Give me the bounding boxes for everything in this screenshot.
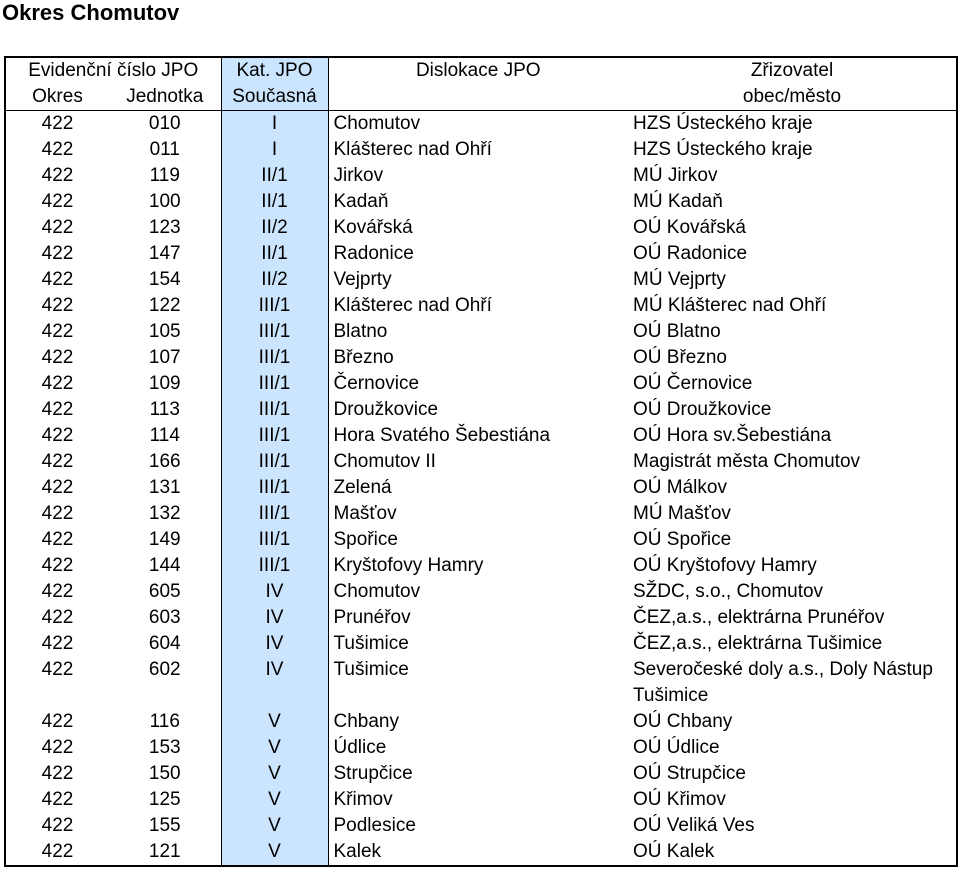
cell-kategorie: IV (221, 579, 328, 605)
header-row-1 (5, 57, 957, 84)
cell-kategorie: III/1 (221, 501, 328, 527)
table-row (5, 813, 957, 839)
cell-kategorie: IV (221, 631, 328, 657)
cell-jednotka: 153 (148, 737, 181, 758)
header-dislokace: Dislokace JPO (415, 60, 541, 81)
cell-okres: 422 (41, 815, 74, 836)
cell-dislokace: Tušimice (333, 659, 409, 680)
cell-okres: 422 (41, 737, 74, 758)
cell-dislokace: Mašťov (333, 503, 397, 524)
cell-dislokace: Kalek (333, 841, 382, 862)
cell-kategorie: III/1 (221, 553, 328, 579)
cell-jednotka: 109 (148, 373, 181, 394)
cell-okres: 422 (41, 711, 74, 732)
cell-okres: 422 (41, 581, 74, 602)
cell-dislokace: Kadaň (333, 191, 389, 212)
jpo-table (4, 56, 958, 867)
cell-jednotka: 100 (148, 191, 181, 212)
cell-zrizovatel: OÚ Černovice (633, 373, 753, 394)
cell-dislokace: Chomutov (333, 581, 421, 602)
cell-dislokace: Březno (333, 347, 394, 368)
cell-okres: 422 (41, 841, 74, 862)
table-row (5, 553, 957, 579)
cell-jednotka: 107 (148, 347, 181, 368)
cell-okres: 422 (41, 633, 74, 654)
header-row-2 (5, 84, 957, 111)
table-row (5, 111, 957, 138)
cell-okres: 422 (41, 529, 74, 550)
cell-zrizovatel: MÚ Vejprty (633, 269, 726, 290)
cell-dislokace: Kovářská (333, 217, 413, 238)
cell-kategorie: I (221, 111, 328, 138)
cell-jednotka: 147 (148, 243, 181, 264)
cell-jednotka: 605 (148, 581, 181, 602)
cell-zrizovatel: OÚ Hora sv.Šebestiána (633, 425, 832, 446)
cell-dislokace: Prunéřov (333, 607, 411, 628)
cell-jednotka: 105 (148, 321, 181, 342)
page-title: Okres Chomutov (2, 0, 180, 25)
cell-dislokace: Chomutov (333, 113, 421, 134)
cell-zrizovatel: OÚ Chbany (633, 711, 733, 732)
cell-jednotka: 131 (148, 477, 181, 498)
cell-kategorie: V (221, 735, 328, 761)
cell-jednotka: 132 (148, 503, 181, 524)
cell-okres: 422 (41, 269, 74, 290)
cell-dislokace: Podlesice (333, 815, 416, 836)
cell-jednotka: 122 (148, 295, 181, 316)
cell-dislokace: Chbany (333, 711, 399, 732)
cell-kategorie: III/1 (221, 345, 328, 371)
table-row (5, 215, 957, 241)
cell-okres: 422 (41, 607, 74, 628)
header-okres: Okres (5, 84, 109, 111)
cell-kategorie: III/1 (221, 319, 328, 345)
cell-zrizovatel: OÚ Strupčice (633, 763, 746, 784)
cell-kategorie: I (221, 137, 328, 163)
cell-zrizovatel: MÚ Klášterec nad Ohří (633, 295, 827, 316)
table-row (5, 371, 957, 397)
cell-jednotka: 604 (148, 633, 181, 654)
table-row (5, 397, 957, 423)
cell-zrizovatel: OÚ Blatno (633, 321, 721, 342)
cell-jednotka: 602 (148, 659, 181, 680)
table-row (5, 631, 957, 657)
table-row (5, 527, 957, 553)
cell-kategorie: V (221, 761, 328, 787)
table-row (5, 345, 957, 371)
cell-kategorie: III/1 (221, 527, 328, 553)
cell-dislokace: Droužkovice (333, 399, 439, 420)
cell-jednotka: 121 (148, 841, 181, 862)
cell-jednotka: 166 (148, 451, 181, 472)
cell-kategorie: V (221, 787, 328, 813)
cell-jednotka: 149 (148, 529, 181, 550)
cell-zrizovatel: SŽDC, s.o., Chomutov (633, 581, 824, 602)
table-row (5, 761, 957, 787)
cell-kategorie: V (221, 709, 328, 735)
cell-zrizovatel: OÚ Křimov (633, 789, 726, 810)
cell-okres: 422 (41, 659, 74, 680)
cell-kategorie: II/2 (221, 215, 328, 241)
cell-okres: 422 (41, 555, 74, 576)
cell-zrizovatel: ČEZ,a.s., elektrárna Tušimice (633, 633, 883, 654)
cell-jednotka: 113 (149, 399, 180, 420)
cell-dislokace: Vejprty (333, 269, 392, 290)
cell-okres: 422 (41, 425, 74, 446)
cell-okres: 422 (41, 139, 74, 160)
cell-zrizovatel: Severočeské doly a.s., Doly Nástup Tušimice (633, 659, 933, 706)
header-empty (328, 84, 628, 111)
header-zrizovatel: Zřizovatel (750, 60, 834, 81)
cell-kategorie: II/1 (221, 163, 328, 189)
table-row (5, 605, 957, 631)
header-soucasna: Současná (221, 84, 328, 111)
cell-okres: 422 (41, 321, 74, 342)
cell-jednotka: 144 (148, 555, 181, 576)
cell-okres: 422 (41, 477, 74, 498)
table-row (5, 709, 957, 735)
cell-kategorie: III/1 (221, 397, 328, 423)
cell-zrizovatel: OÚ Březno (633, 347, 727, 368)
cell-zrizovatel: Magistrát města Chomutov (633, 451, 861, 472)
cell-okres: 422 (41, 113, 74, 134)
header-kat-jpo: Kat. JPO (221, 57, 328, 84)
cell-zrizovatel: ČEZ,a.s., elektrárna Prunéřov (633, 607, 885, 628)
cell-zrizovatel: OÚ Droužkovice (633, 399, 772, 420)
cell-kategorie: II/1 (221, 241, 328, 267)
table-row (5, 449, 957, 475)
cell-kategorie: V (221, 813, 328, 839)
cell-kategorie: IV (221, 657, 328, 709)
cell-jednotka: 155 (148, 815, 181, 836)
cell-dislokace: Jirkov (333, 165, 384, 186)
cell-kategorie: V (221, 839, 328, 866)
cell-dislokace: Tušimice (333, 633, 409, 654)
table-row (5, 163, 957, 189)
cell-kategorie: II/1 (221, 189, 328, 215)
cell-okres: 422 (41, 789, 74, 810)
table-row (5, 189, 957, 215)
cell-okres: 422 (41, 191, 74, 212)
table-row (5, 241, 957, 267)
cell-kategorie: III/1 (221, 371, 328, 397)
cell-zrizovatel: OÚ Radonice (633, 243, 748, 264)
cell-jednotka: 150 (148, 763, 181, 784)
cell-dislokace: Hora Svatého Šebestiána (333, 425, 551, 446)
cell-kategorie: III/1 (221, 423, 328, 449)
cell-okres: 422 (41, 763, 74, 784)
cell-zrizovatel: OÚ Kovářská (633, 217, 746, 238)
cell-jednotka: 010 (148, 113, 181, 134)
cell-jednotka: 116 (149, 711, 180, 732)
header-obec-mesto: obec/město (628, 84, 957, 111)
cell-jednotka: 125 (148, 789, 181, 810)
cell-okres: 422 (41, 347, 74, 368)
cell-jednotka: 123 (148, 217, 181, 238)
cell-zrizovatel: MÚ Jirkov (633, 165, 718, 186)
cell-dislokace: Blatno (333, 321, 388, 342)
cell-dislokace: Křimov (333, 789, 393, 810)
cell-dislokace: Radonice (333, 243, 414, 264)
cell-dislokace: Černovice (333, 373, 420, 394)
cell-zrizovatel: OÚ Málkov (633, 477, 727, 498)
cell-dislokace: Klášterec nad Ohří (333, 295, 492, 316)
cell-zrizovatel: OÚ Údlice (633, 737, 720, 758)
table-row (5, 475, 957, 501)
cell-dislokace: Zelená (333, 477, 392, 498)
table-row (5, 293, 957, 319)
cell-zrizovatel: OÚ Kryštofovy Hamry (633, 555, 817, 576)
cell-zrizovatel: OÚ Spořice (633, 529, 732, 550)
cell-jednotka: 154 (148, 269, 181, 290)
cell-dislokace: Údlice (333, 737, 387, 758)
cell-okres: 422 (41, 243, 74, 264)
cell-okres: 422 (41, 217, 74, 238)
table-row (5, 735, 957, 761)
cell-jednotka: 114 (149, 425, 180, 446)
cell-kategorie: III/1 (221, 449, 328, 475)
cell-dislokace: Kryštofovy Hamry (333, 555, 484, 576)
cell-okres: 422 (41, 165, 74, 186)
table-row (5, 787, 957, 813)
table-row (5, 267, 957, 293)
cell-okres: 422 (41, 503, 74, 524)
cell-kategorie: II/2 (221, 267, 328, 293)
cell-okres: 422 (41, 399, 74, 420)
cell-zrizovatel: HZS Ústeckého kraje (633, 139, 813, 160)
cell-zrizovatel: OÚ Veliká Ves (633, 815, 755, 836)
cell-dislokace: Chomutov II (333, 451, 436, 472)
cell-jednotka: 603 (148, 607, 181, 628)
cell-dislokace: Spořice (333, 529, 398, 550)
cell-okres: 422 (41, 451, 74, 472)
cell-jednotka: 011 (149, 139, 180, 160)
cell-zrizovatel: MÚ Kadaň (633, 191, 723, 212)
table-row (5, 657, 957, 709)
cell-jednotka: 119 (149, 165, 180, 186)
cell-kategorie: III/1 (221, 475, 328, 501)
table-row (5, 137, 957, 163)
table-row (5, 501, 957, 527)
cell-dislokace: Strupčice (333, 763, 413, 784)
cell-kategorie: III/1 (221, 293, 328, 319)
cell-dislokace: Klášterec nad Ohří (333, 139, 492, 160)
cell-okres: 422 (41, 295, 74, 316)
header-evidencni-cislo: Evidenční číslo JPO (28, 60, 199, 81)
table-row (5, 319, 957, 345)
cell-okres: 422 (41, 373, 74, 394)
table-row (5, 839, 957, 866)
cell-zrizovatel: MÚ Mašťov (633, 503, 731, 524)
table-body (5, 111, 957, 867)
cell-kategorie: IV (221, 605, 328, 631)
cell-zrizovatel: OÚ Kalek (633, 841, 715, 862)
cell-zrizovatel: HZS Ústeckého kraje (633, 113, 813, 134)
header-jednotka: Jednotka (109, 84, 221, 111)
table-row (5, 579, 957, 605)
table-row (5, 423, 957, 449)
